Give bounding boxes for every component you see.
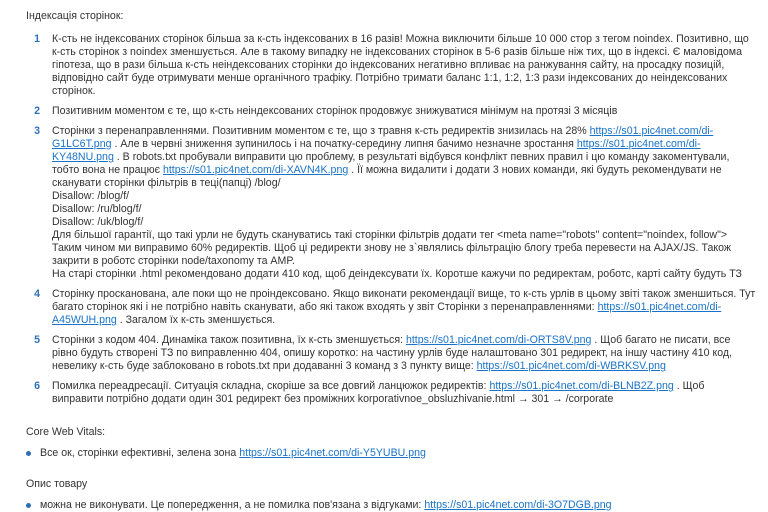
- product-list: [26, 499, 756, 512]
- bullet-icon: [26, 503, 31, 508]
- item-text: можна не виконувати. Це попередження, а не помилка пов'язана з відгуками:: [40, 499, 422, 511]
- item-text: . Щоб виправити потрібно додати один 301 редирект без проміжних korporativnoe_obsluzhivanie.html → 301 → /corporate: [52, 380, 705, 405]
- screenshot-link[interactable]: https://s01.pic4net.com/di-A45WUH.png: [52, 301, 722, 326]
- section-title-indexing: Індексація сторінок:: [26, 10, 124, 22]
- section-title-product: Опис товару: [26, 478, 88, 490]
- list-item: [26, 380, 756, 406]
- item-text: . Але в червні зниження зупинилось і на початку-середину липня бачимо незначне зростання: [114, 138, 574, 150]
- item-text: . Щоб багато не писати, все рівно будуть створені ТЗ по виправленню 404, опишу коротко: на частину урлів буде налаштовано 301 редирект, на іншу частину 410 код, невелику к-сть буде заблоковано в robots.txt при додаванні 3 команд з 3 пункту вище:: [52, 334, 733, 372]
- item-text: Таким чином ми виправимо 60% редиректів. Щоб ці редиректи знову не з`являлись фільтрацію блогу треба перевести на AJAX/JS. Також закрити в роботс сторінки node/taxonomy та AMP.: [52, 242, 731, 267]
- section-title-cwv: Core Web Vitals:: [26, 426, 106, 438]
- item-text: Помилка переадресації. Ситуація складна, скоріше за все довгий ланцюжок редиректів:: [52, 380, 487, 392]
- screenshot-link[interactable]: https://s01.pic4net.com/di-G1LC6T.png: [52, 125, 714, 150]
- screenshot-link[interactable]: https://s01.pic4net.com/di-3O7DGB.png: [424, 499, 612, 511]
- item-text: Сторінки з перенаправленнями. Позитивним моментом є те, що з травня к-сть редиректів знизилась на 28%: [52, 125, 587, 137]
- list-item: [26, 288, 756, 327]
- item-text: Все ок, сторінки ефективні, зелена зона: [40, 447, 237, 459]
- list-item: [26, 499, 756, 512]
- screenshot-link[interactable]: https://s01.pic4net.com/di-XAVN4K.png: [162, 164, 349, 176]
- list-item: [26, 447, 756, 460]
- item-text: Сторінки з кодом 404. Динаміка також позитивна, їх к-сть зменшується:: [52, 334, 403, 346]
- screenshot-link[interactable]: https://s01.pic4net.com/di-KY48NU.png: [52, 138, 701, 163]
- item-text: . В robots.txt пробували виправити цю проблему, в результаті відбувся конфлікт певних правил і цю команду закоментували, тобто вона не працює: [52, 151, 730, 176]
- cwv-list: [26, 447, 756, 460]
- item-number: 3: [34, 125, 40, 137]
- item-number: 6: [34, 380, 40, 392]
- list-item: [26, 334, 756, 373]
- screenshot-link[interactable]: https://s01.pic4net.com/di-BLNB2Z.png: [489, 380, 674, 392]
- indexing-list: [26, 33, 756, 406]
- disallow-rule: Disallow: /blog/f/: [52, 190, 130, 202]
- list-item: [26, 105, 756, 118]
- disallow-rule: Disallow: /ru/blog/f/: [52, 203, 142, 215]
- screenshot-link[interactable]: https://s01.pic4net.com/di-ORTS8V.png: [405, 334, 592, 346]
- item-text: . Загалом їх к-сть зменшується.: [119, 314, 276, 326]
- screenshot-link[interactable]: https://s01.pic4net.com/di-Y5YUBU.png: [239, 447, 426, 459]
- item-text: На старі сторінки .html рекомендовано додати 410 код, щоб деіндексувати їх. Коротше кажучи по редиректам, роботс, карті сайту будуть ТЗ: [52, 268, 742, 280]
- bullet-icon: [26, 451, 31, 456]
- item-text: Позитивним моментом є те, що к-сть неіндексованих сторінок продовжує знижуватися мінімум на протязі 3 місяців: [52, 105, 618, 117]
- screenshot-link[interactable]: https://s01.pic4net.com/di-WBRKSV.png: [476, 360, 666, 372]
- item-number: 4: [34, 288, 40, 300]
- item-number: 5: [34, 334, 40, 346]
- item-text: К-сть не індексованих сторінок більша за к-сть індексованих в 16 разів! Можна виключити більше 10 000 стор з тегом noindex. Позитивно, що к-сть сторінок з noindex зменшується. Але в такому випадку не індексованих сторінок в 5-6 разів більше ніж тих, що в індексі. Є маловідома гіпотеза, що в рази більша к-сть неіндексованих сторінки до індексованих негативно впливає на ранжування сайту, на просадку позицій, відповідно сайт буде отримувати менше органічного трафіку. Потрібно тримати баланс 1:1, 1:2, 1:3 рази індексованих до неіндексованих сторінок.: [52, 33, 749, 97]
- item-text: Для більшої гарантії, що такі урли не будуть скануватись такі сторінки фільтрів додати тег <meta name="robots" content="noindex, follow">: [52, 229, 728, 241]
- item-text: Сторінку просканована, але поки що не проіндексовано. Якщо виконати рекомендації вище, то к-сть урлів в цьому звіті також зменшиться. Тут багато сторінок які і не потрібно навіть сканувати, або які також входять у звіт Сторінки з перенаправленнями:: [52, 288, 756, 313]
- item-number: 1: [34, 33, 40, 45]
- item-number: 2: [34, 105, 40, 117]
- list-item: [26, 33, 756, 98]
- list-item: [26, 125, 756, 281]
- disallow-rule: Disallow: /uk/blog/f/: [52, 216, 144, 228]
- item-text: . Її можна видалити і додати 3 нових команди, які будуть рекомендувати не сканувати сторінки фільтрів в теці(папці) /blog/: [52, 164, 722, 189]
